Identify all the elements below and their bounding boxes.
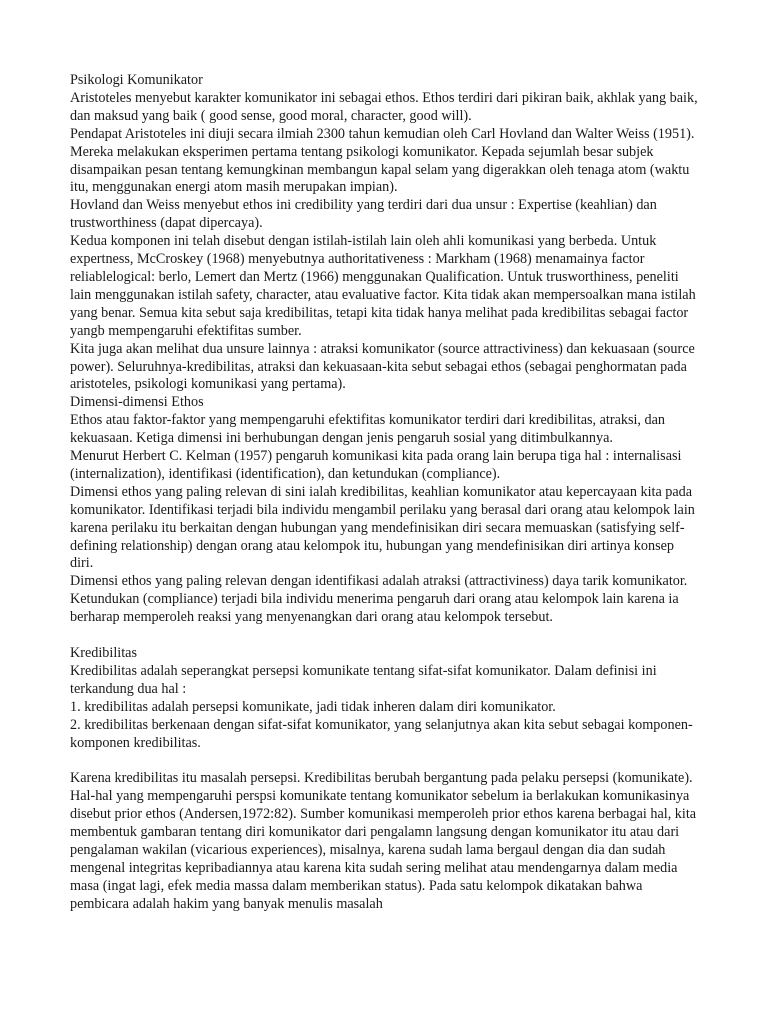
paragraph-persepsi: Karena kredibilitas itu masalah persepsi. Kredibilitas berubah bergantung pada pelaku persepsi (komunikate). bbox=[70, 770, 693, 787]
paragraph-hovland-weiss-experiment: Pendapat Aristoteles ini diuji secara ilmiah 2300 tahun kemudian oleh Carl Hovland dan Walter Weiss (1951). Mereka melakukan eksperimen pertama tentang psikologi komunikator. Kepada sejumlah besar subjek disampaikan pesan tentang kemungkinan membangun kapal selam yang digerakkan oleh tenaga atom (waktu itu, menggunakan energi atom masih merupakan impian). bbox=[70, 125, 695, 196]
paragraph-kredibilitas-definition: Kredibilitas adalah seperangkat persepsi komunikate tentang sifat-sifat komunikator. Dalam definisi ini terkandung dua hal : bbox=[70, 662, 657, 697]
blank-line bbox=[70, 752, 700, 770]
paragraph-attractiveness-power: Kita juga akan melihat dua unsure lainnya : atraksi komunikator (source attractiviness) dan kekuasaan (source power). Seluruhnya-kredibilitas, atraksi dan kekuasaan-kita sebut sebagai ethos (sebagai penghormatan pada aristoteles, psikologi komunikasi yang pertama). bbox=[70, 340, 695, 393]
paragraph-prior-ethos: Hal-hal yang mempengaruhi perspsi komunikate tentang komunikator sebelum ia berlakukan komunikasinya disebut prior ethos (Andersen,1972:82). Sumber komunikasi memperoleh prior ethos karena berbagai hal, kita membentuk gambaran tentang diri komunikator dari pengalamn langsung dengan komunikator itu atau dari pengalaman wakilan (vicarious experiences), misalnya, karena sudah lama bergaul dengan dia dan sudah mengenal integritas kepribadiannya atau karena kita sudah sering melihat atau mendengarnya dalam media masa (ingat lagi, efek media massa dalam memberikan status). Pada satu kelompok dikatakan bahwa pembicara adalah hakim yang banyak menulis masalah bbox=[70, 788, 697, 912]
heading-psikologi-komunikator: Psikologi Komunikator bbox=[70, 72, 203, 88]
heading-dimensi-ethos: Dimensi-dimensi Ethos bbox=[70, 394, 204, 411]
paragraph-identification: Dimensi ethos yang paling relevan di sini ialah kredibilitas, keahlian komunikator atau kepercayaan kita pada komunikator. Identifikasi terjadi bila individu mengambil perilaku yang berasal dari orang atau kelompok lain karena perilaku itu berkaitan dengan hubungan yang mendefinisikan diri secara memuaskan (satisfying self-defining relationship) dengan orang atau kelompok itu, hubungan yang mendefinisikan diri artinya konsep diri. bbox=[70, 483, 695, 572]
list-item-1: 1. kredibilitas adalah persepsi komunikate, jadi tidak inheren dalam diri komunikator. bbox=[70, 698, 556, 715]
paragraph-kelman: Menurut Herbert C. Kelman (1957) pengaruh komunikasi kita pada orang lain berupa tiga hal : internalisasi (internalization), identifikasi (identification), dan ketundukan (compliance). bbox=[70, 448, 682, 482]
blank-line bbox=[70, 627, 700, 645]
list-item-2: 2. kredibilitas berkenaan dengan sifat-sifat komunikator, yang selanjutnya akan kita sebut sebagai komponen-komponen kredibilitas. bbox=[70, 716, 693, 751]
paragraph-components: Kedua komponen ini telah disebut dengan istilah-istilah lain oleh ahli komunikasi yang berbeda. Untuk expertness, McCroskey (1968) menyebutnya authoritativeness : Markham (1968) menamainya factor reliablelogical: berlo, Lemert dan Mertz (1966) menggunakan Qualification. Untuk trusworthiness, peneliti lain menggunakan istilah safety, character, atau evaluative factor. Kita tidak akan mempersoalkan mana istilah yang benar. Semua kita sebut saja kredibilitas, tetapi kita tidak hanya melihat pada kredibilitas sebagai factor yangb mempengaruhi efektifitas sumber. bbox=[70, 233, 696, 339]
paragraph-compliance: Dimensi ethos yang paling relevan dengan identifikasi adalah atraksi (attractiviness) daya tarik komunikator. Ketundukan (compliance) terjadi bila individu menerima pengaruh dari orang atau kelompok lain karena ia berharap memperoleh reaksi yang menyenangkan dari orang atau kelompok tersebut. bbox=[70, 573, 688, 626]
paragraph-credibility: Hovland dan Weiss menyebut ethos ini credibility yang terdiri dari dua unsur : Expertise (keahlian) dan trustworthiness (dapat dipercaya). bbox=[70, 197, 657, 232]
paragraph-aristoteles: Aristoteles menyebut karakter komunikator ini sebagai ethos. Ethos terdiri dari pikiran baik, akhlak yang baik, dan maksud yang baik ( good sense, good moral, character, good will). bbox=[70, 89, 698, 124]
document-page bbox=[70, 72, 700, 914]
paragraph-ethos-factors: Ethos atau faktor-faktor yang mempengaruhi efektifitas komunikator terdiri dari kredibilitas, atraksi, dan kekuasaan. Ketiga dimensi ini berhubungan dengan jenis pengaruh sosial yang ditimbulkannya. bbox=[70, 412, 666, 447]
heading-kredibilitas: Kredibilitas bbox=[70, 644, 137, 661]
